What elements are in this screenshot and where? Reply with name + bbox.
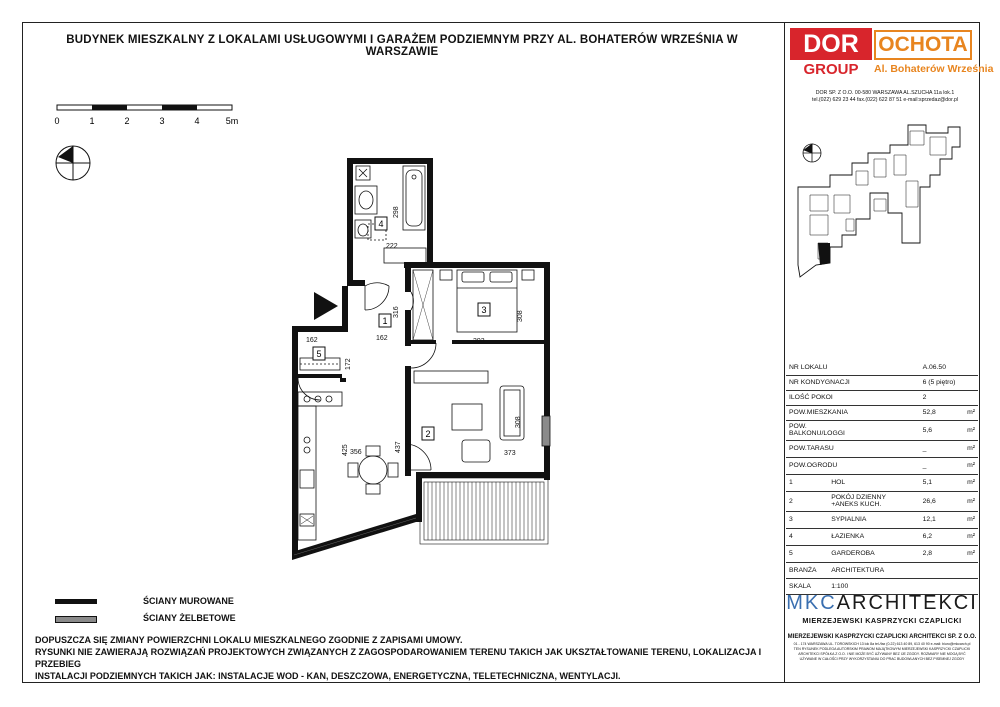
room-row-2 [786,491,978,511]
room-label-4 [375,217,387,230]
room-row-unit: m² [953,474,978,491]
room-row-name: ŁAZIENKA [828,528,919,545]
row-pow-tarasu [786,440,978,457]
logo-dor: DOR [790,28,872,60]
dim-living-height: 437 [395,441,402,453]
dim-bed-height: 308 [517,310,524,322]
room-label-3 [478,303,490,316]
room-row-4 [786,528,978,545]
dim-hall-height: 316 [393,306,400,318]
architect-fine-3: ARCHITEKCI SPÓŁKA Z O.O. I NIE MOŻE BYĆ UŻYWANY BEZ IJE ZGODY. ROZMIARY NIE MOGĄ BYĆ [798,652,966,656]
label-pow-tarasu: POW.TARASU [786,440,920,457]
row-pow-ogrodu [786,457,978,474]
architect-fineprint [786,642,978,662]
dim-ward-width: 162 [306,337,318,344]
room-row-name: GARDEROBA [828,545,919,562]
room-row-unit: m² [953,528,978,545]
room-row-area: 12,1 [920,511,954,528]
architect-logo-mkc: MKC [786,592,837,614]
label-nr-lokalu: NR LOKALU [786,360,920,375]
value-pow-mieszkania: 52,8 [920,405,954,420]
room-row-unit: m² [953,491,978,511]
room-label-5 [313,347,325,360]
value-pow-balkonu: 5,6 [920,420,954,440]
label-branza: BRANŻA [786,562,828,578]
developer-logo [790,28,994,93]
scale-tick-0: 0 [54,116,60,126]
room-row-name: HOL [828,474,919,491]
legend-label-concrete: ŚCIANY ŻELBETOWE [143,613,236,623]
unit-pow-balkonu: m² [953,420,978,440]
room-row-name: SYPIALNIA [828,511,919,528]
room-row-area: 5,1 [920,474,954,491]
wall-concrete [542,416,550,446]
dim-hall-width: 162 [376,335,388,342]
frame-divider [784,22,785,683]
note-line-2: RYSUNKI NIE ZAWIERAJĄ ROZWIĄZAŃ PROJEKTOWYCH ZWIĄZANYCH Z ZAGOSPODAROWANIEM TERENU TAKICH JAK UKSZTAŁTOWANIE TERENU, LOKALIZACJA I PRZEBIEG [35,647,762,669]
room-row-unit: m² [953,545,978,562]
room-number-5: 5 [316,349,322,359]
label-ilosc-pokoi: ILOŚĆ POKOI [786,390,920,405]
bedroom-furniture [413,270,534,340]
value-nr-lokalu: A.06.50 [920,360,978,375]
value-branza: ARCHITEKTURA [828,562,978,578]
row-pow-balkonu [786,420,978,440]
row-branza [786,562,978,578]
label-pow-balkonu [786,420,920,440]
room-row-name-2: +ANEKS KUCH. [831,501,882,508]
dim-bed-width: 393 [473,338,485,345]
value-ilosc-pokoi: 2 [920,390,978,405]
dim-bath-width: 222 [386,243,398,250]
note-line-1: DOPUSZCZA SIĘ ZMIANY POWIERZCHNI LOKALU MIESZKALNEGO ZGODNIE Z ZAPISAMI UMOWY. [35,635,463,645]
row-nr-kondygnacji [786,375,978,390]
room-number-1: 1 [382,316,388,326]
label-nr-kondygnacji: NR KONDYGNACJI [786,375,920,390]
row-pow-mieszkania [786,405,978,420]
room-row-area: 2,8 [920,545,954,562]
unit-pow-mieszkania: m² [953,405,978,420]
key-plan-north-icon [803,144,821,162]
logo-group: GROUP [803,61,859,78]
note-line-3: INSTALACJI PODZIEMNYCH TAKICH JAK: INSTALACJE WOD - KAN, DESZCZOWA, ENERGETYCZNA, TELETECHNICZNA, WENTYLACJI. [35,671,621,681]
architect-fine-1: 01 - 174 WARSZAWA UL. TOROWSKICH 13 lok 8a tel./fax (0-22) 613 40 89, 613 40 90 e-mail: biuro@mkcarch.pl [793,642,971,646]
room-row-5 [786,545,978,562]
legend-swatch-concrete [55,616,97,623]
contact-line-2: tel.(022) 629 23 44 fax.(022) 622 87 51 e-mail:sprzedaz@dor.pl [812,97,958,103]
room-row-area: 26,6 [920,491,954,511]
row-nr-lokalu [786,360,978,375]
room-number-4: 4 [378,219,384,229]
room-row-area: 6,2 [920,528,954,545]
row-ilosc-pokoi [786,390,978,405]
architect-logo [786,592,978,615]
unit-info-table [786,360,978,595]
balcony-railing [428,482,540,540]
unit-pow-ogrodu: m² [953,457,978,474]
dim-kitchen-width: 356 [350,449,362,456]
dim-living-depth: 308 [515,416,522,428]
contact-line-1: DOR SP. Z O.O. 00-580 WARSZAWA AL.SZUCHA 11a lok.1 [815,90,955,96]
value-skala: 1:100 [828,578,978,594]
kitchen-furniture [298,392,398,540]
architect-block [786,592,978,662]
value-pow-ogrodu: _ [920,457,954,474]
logo-ochota: OCHOTA [874,30,972,60]
scale-tick-1: 1 [89,116,95,126]
legend-label-masonry: ŚCIANY MUROWANE [143,596,234,606]
unit-pow-tarasu: m² [953,440,978,457]
architect-company: MIERZEJEWSKI KASPRZYCKI CZAPLICKI ARCHITEKCI SP. Z O.O. [787,634,977,640]
key-plan [790,115,975,290]
legend-swatch-masonry [55,599,97,604]
developer-contact [795,90,975,104]
room-row-num: 2 [786,491,828,511]
disclaimer-notes [35,634,775,682]
room-row-unit: m² [953,511,978,528]
scale-tick-5: 5m [225,116,239,126]
dim-bath-height: 298 [393,206,400,218]
scale-tick-4: 4 [194,116,200,126]
room-number-3: 3 [481,305,487,315]
label-pow-balkonu-1: POW. [789,423,807,430]
logo-aleja: Al. Bohaterów Września [874,63,994,75]
room-row-1 [786,474,978,491]
value-pow-tarasu: _ [920,440,954,457]
dim-ward-height: 172 [345,358,352,370]
room-row-num: 4 [786,528,828,545]
room-row-num: 1 [786,474,828,491]
room-number-2: 2 [425,429,431,439]
scale-tick-3: 3 [159,116,165,126]
room-row-3 [786,511,978,528]
page-title: BUDYNEK MIESZKALNY Z LOKALAMI USŁUGOWYMI I GARAŻEM PODZIEMNYM PRZY AL. BOHATERÓW WRZEŚNIA W WARSZAWIE [66,34,738,58]
key-plan-unit-highlight [818,243,830,265]
architect-fine-4: UŻYWANE W CAŁOŚCI PRZY WYKORZYSTANIU DO PRAC BUDOWLANYCH BEZ PISEMNEJ ZGODY [799,657,965,661]
room-row-name-1: POKÓJ DZIENNY [831,494,886,501]
room-label-2 [422,427,434,440]
north-arrow-icon [56,146,90,180]
room-row-name [828,491,919,511]
room-row-num: 5 [786,545,828,562]
room-row-num: 3 [786,511,828,528]
scale-tick-2: 2 [124,116,130,126]
architect-logo-architekci: ARCHITEKCI [836,592,978,614]
label-pow-mieszkania: POW.MIESZKANIA [786,405,920,420]
dim-kitchen-height: 425 [342,444,349,456]
label-pow-balkonu-2: BALKONU/LOGGI [789,430,845,437]
label-pow-ogrodu: POW.OGRODU [786,457,920,474]
entrance-marker-icon [314,292,338,320]
dim-living-width: 373 [504,450,516,457]
living-room-furniture [414,371,524,462]
architect-fine-2: TEN RYSUNEK PODLEGA AUTORSKIM PRAWOM MAJĄTKOWYM MIERZEJEWSKI KASPRZYCKI CZAPLICKI [793,647,971,651]
value-nr-kondygnacji: 6 (5 piętro) [920,375,978,390]
room-label-1 [379,314,391,327]
label-skala: SKALA [786,578,828,594]
architect-subtitle: MIERZEJEWSKI KASPRZYCKI CZAPLICKI [802,616,962,625]
